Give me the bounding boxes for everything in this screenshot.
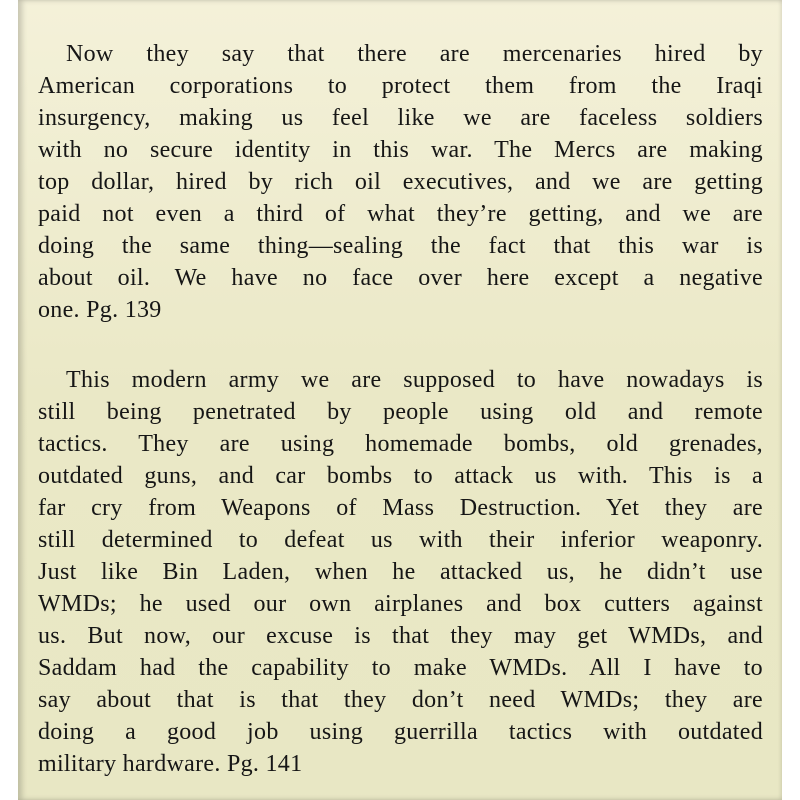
text-line: Now they say that there are mercenaries hired by xyxy=(66,41,763,67)
text-line: with no secure identity in this war. The Mercs are making xyxy=(38,137,763,163)
paragraph-2 xyxy=(38,364,763,780)
text-line: American corporations to protect them from the Iraqi xyxy=(38,73,763,99)
text-line: us. But now, our excuse is that they may get WMDs, and xyxy=(38,623,763,649)
text-line: Saddam had the capability to make WMDs. All I have to xyxy=(38,655,763,681)
text-line: one. Pg. 139 xyxy=(38,297,162,323)
text-line: top dollar, hired by rich oil executives, and we are getting xyxy=(38,169,763,195)
text-line: about oil. We have no face over here except a negative xyxy=(38,265,763,291)
text-line: tactics. They are using homemade bombs, old grenades, xyxy=(38,431,763,457)
text-line: This modern army we are supposed to have nowadays is xyxy=(66,367,763,393)
text-line: still determined to defeat us with their inferior weaponry. xyxy=(38,527,763,553)
text-line: WMDs; he used our own airplanes and box cutters against xyxy=(38,591,763,617)
book-page xyxy=(18,0,782,800)
text-line: insurgency, making us feel like we are faceless soldiers xyxy=(38,105,763,131)
text-line: military hardware. Pg. 141 xyxy=(38,751,303,777)
text-line: outdated guns, and car bombs to attack us with. This is a xyxy=(38,463,763,489)
text-line: far cry from Weapons of Mass Destruction. Yet they are xyxy=(38,495,763,521)
text-line: say about that is that they don’t need WMDs; they are xyxy=(38,687,763,713)
text-line: doing the same thing—sealing the fact that this war is xyxy=(38,233,763,259)
text-line: Just like Bin Laden, when he attacked us, he didn’t use xyxy=(38,559,763,585)
text-line: doing a good job using guerrilla tactics with outdated xyxy=(38,719,763,745)
text-line: still being penetrated by people using old and remote xyxy=(38,399,763,425)
paragraph-1 xyxy=(38,38,763,326)
text-line: paid not even a third of what they’re getting, and we are xyxy=(38,201,763,227)
